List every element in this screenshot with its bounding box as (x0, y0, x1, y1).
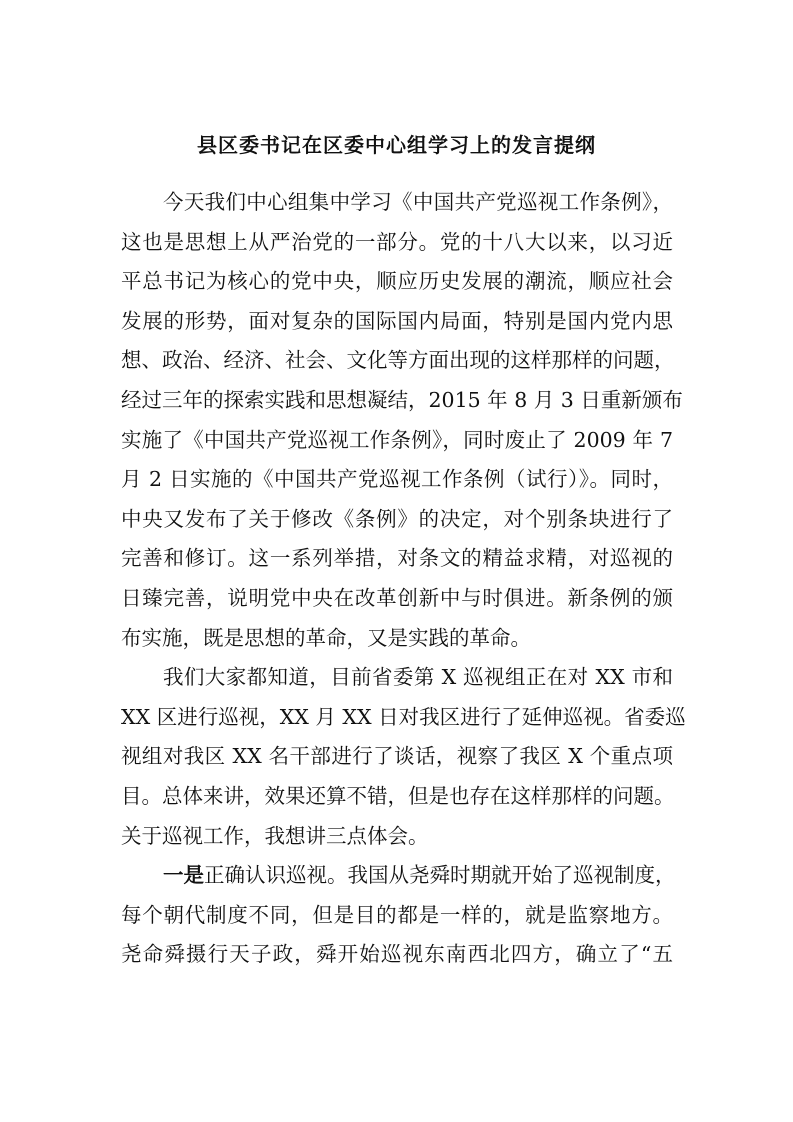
paragraph-1-line-2: 这也是思想上从严治党的一部分。党的十八大以来，以习近 (121, 229, 673, 254)
paragraph-2-line-3: 视组对我区 XX 名干部进行了谈话，视察了我区 X 个重点项 (121, 744, 673, 769)
paragraph-1-line-7: 实施了《中国共产党巡视工作条例》，同时废止了 2009 年 7 (121, 427, 673, 452)
paragraph-1-line-12: 布实施，既是思想的革命，又是实践的革命。 (121, 625, 531, 650)
paragraph-1-line-1: 今天我们中心组集中学习《中国共产党巡视工作条例》， (163, 190, 673, 214)
document-title: 县区委书记在区委中心组学习上的发言提纲 (197, 133, 596, 157)
paragraph-1-line-8: 月 2 日实施的《中国共产党巡视工作条例（试行）》。同时， (121, 467, 673, 492)
paragraph-3-lead: 一是 (163, 863, 204, 888)
paragraph-3-line-1 (121, 856, 676, 896)
paragraph-1-line-11: 日臻完善，说明党中央在改革创新中与时俱进。新条例的颁 (121, 585, 673, 610)
paragraph-2-line-2: XX 区进行巡视，XX 月 XX 日对我区进行了延伸巡视。省委巡 (121, 704, 686, 729)
paragraph-1-line-9: 中央又发布了关于修改《条例》的决定，对个别条块进行了 (121, 506, 673, 531)
paragraph-3-line-2: 每个朝代制度不同，但是目的都是一样的，就是监察地方。 (121, 902, 673, 927)
paragraph-1-line-4: 发展的形势，面对复杂的国际国内局面，特别是国内党内思 (121, 308, 673, 333)
paragraph-1-line-10: 完善和修订。这一系列举措，对条文的精益求精，对巡视的 (121, 546, 673, 571)
paragraph-3-line-3: 尧命舜摄行天子政，舜开始巡视东南西北四方，确立了“五 (121, 942, 673, 967)
paragraph-1-line-3: 平总书记为核心的党中央，顺应历史发展的潮流，顺应社会 (121, 269, 673, 294)
paragraph-2-line-4: 目。总体来讲，效果还算不错，但是也存在这样那样的问题。 (121, 783, 675, 808)
document-body (121, 183, 686, 975)
paragraph-3-line-1-text: 正确认识巡视。我国从尧舜时期就开始了巡视制度， (204, 863, 676, 888)
paragraph-2-line-1: 我们大家都知道，目前省委第 X 巡视组正在对 XX 市和 (163, 665, 673, 690)
paragraph-2-line-5: 关于巡视工作，我想讲三点体会。 (121, 823, 429, 848)
paragraph-1-line-5: 想、政治、经济、社会、文化等方面出现的这样那样的问题， (121, 348, 675, 373)
paragraph-1-line-6: 经过三年的探索实践和思想凝结，2015 年 8 月 3 日重新颁布 (121, 387, 683, 412)
